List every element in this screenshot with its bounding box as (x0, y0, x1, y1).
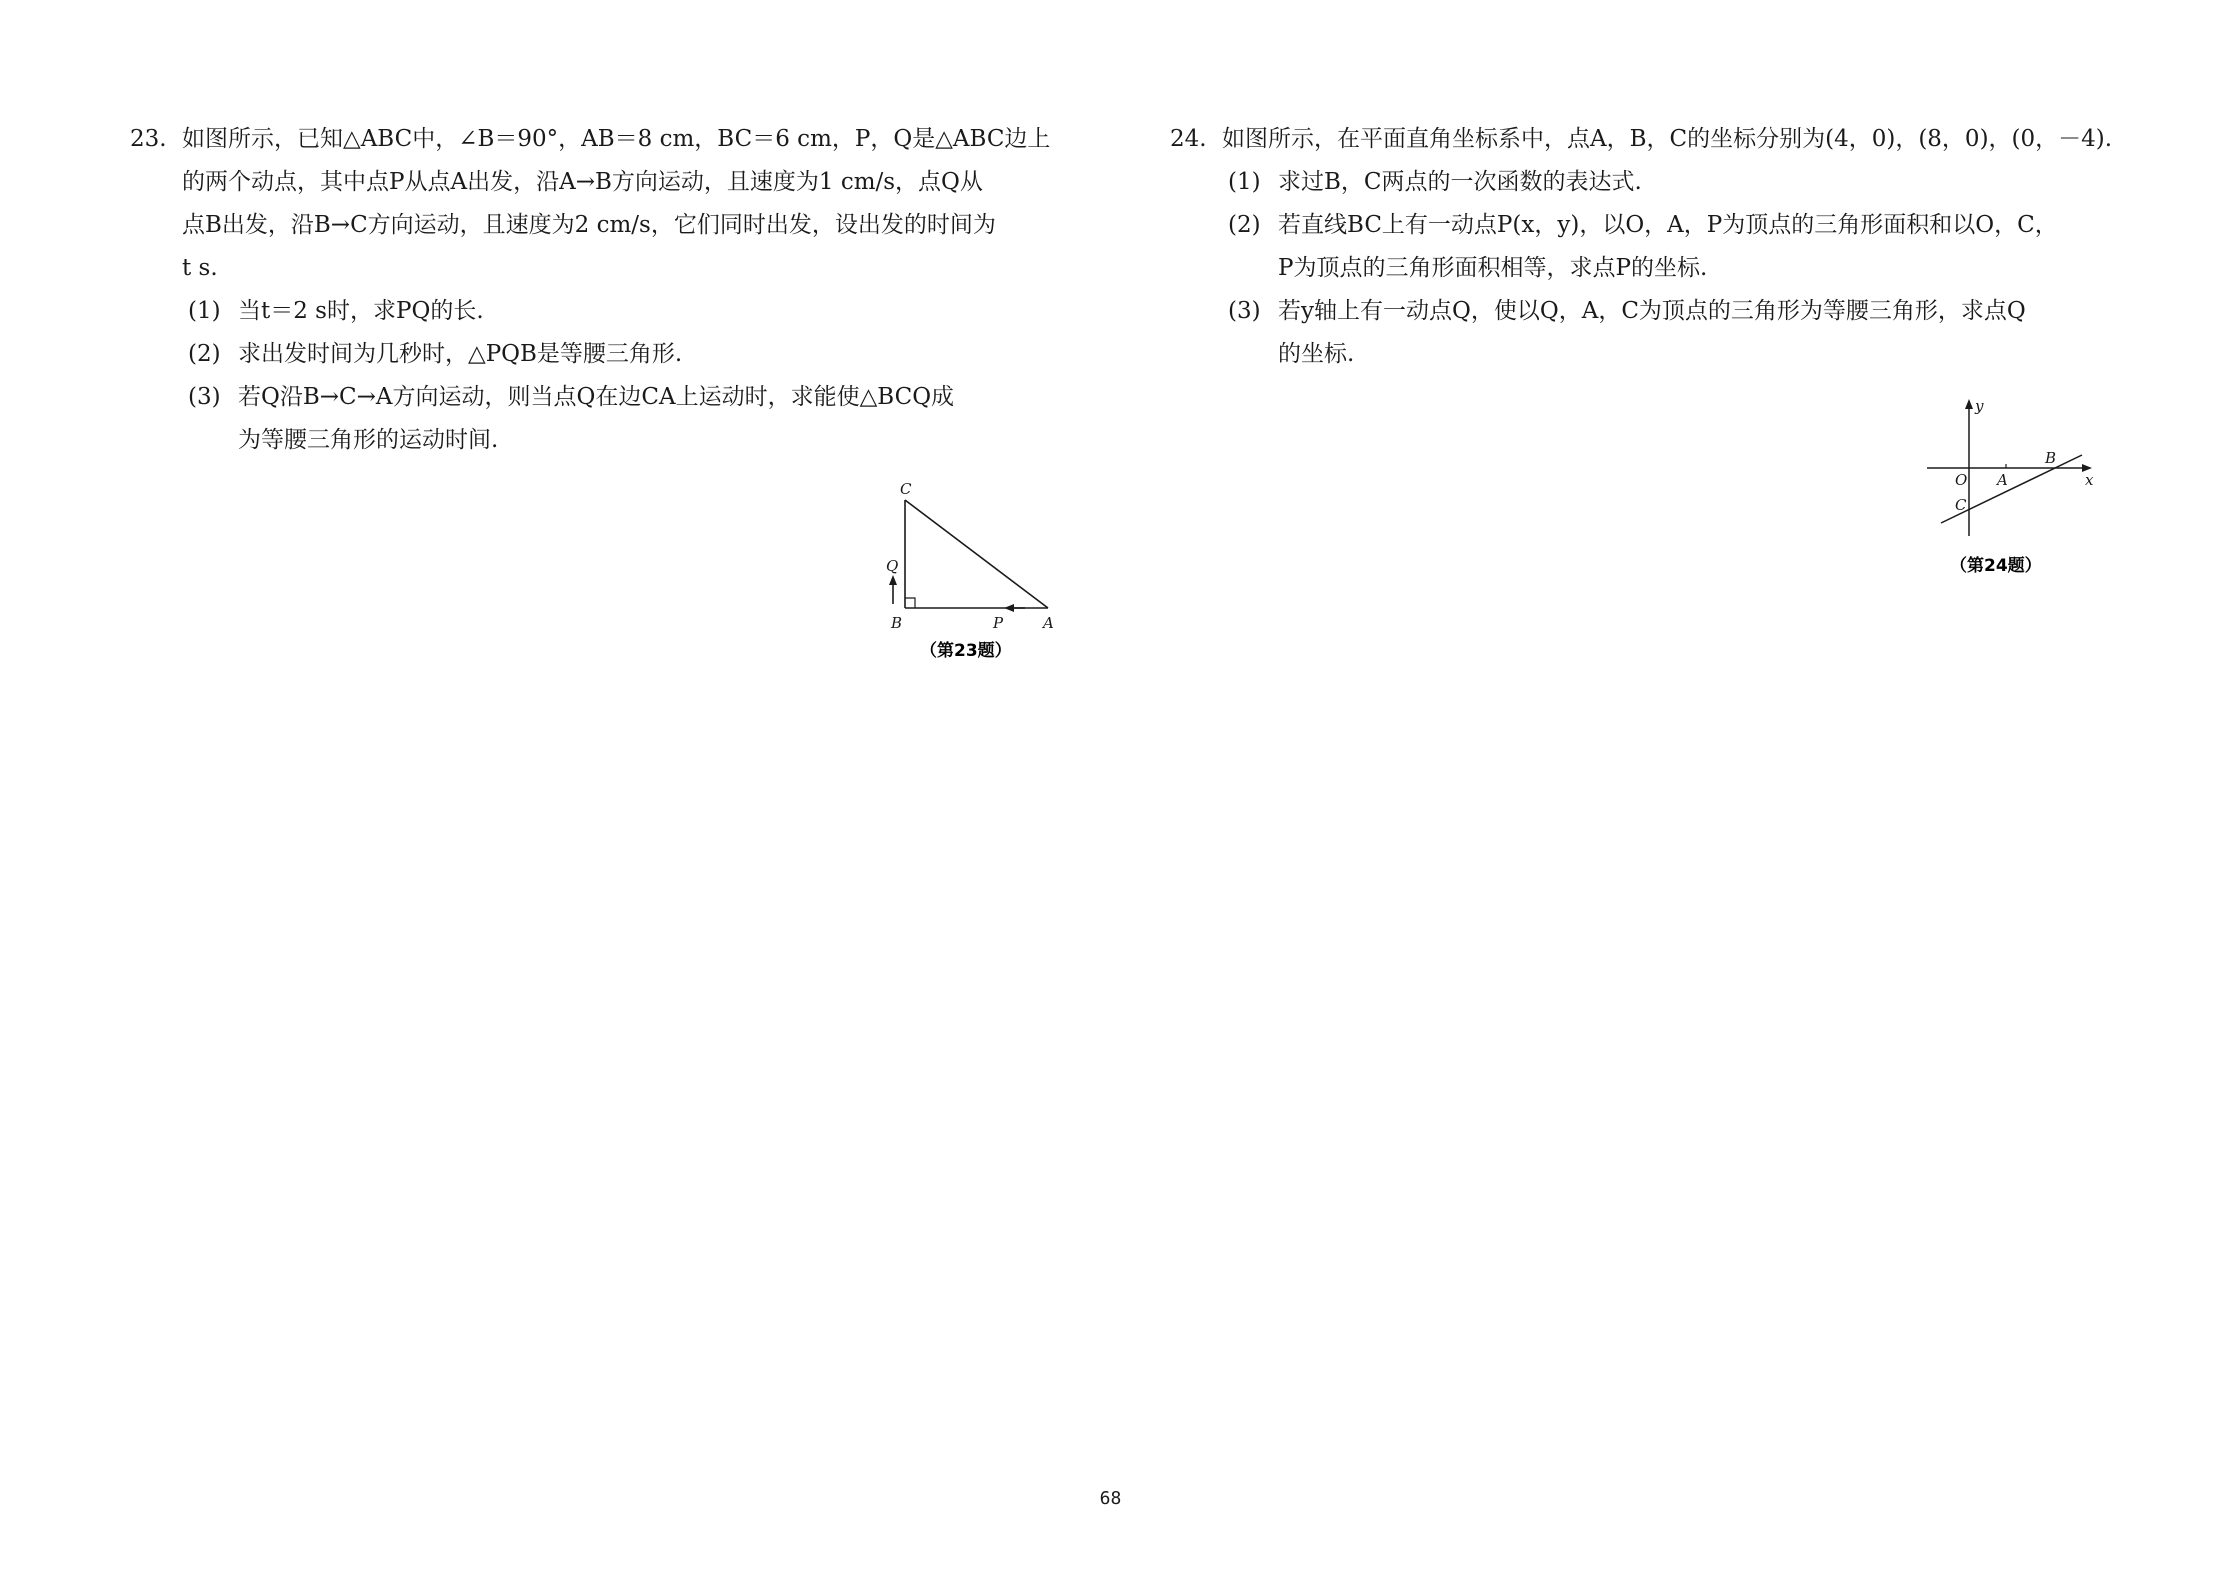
label-a: A (1997, 471, 2008, 489)
figure-24-diagram (1925, 393, 2125, 583)
label-x: x (2085, 471, 2094, 489)
q23-part-1-number: (1) (188, 298, 221, 324)
q24-part-3-continued (1170, 333, 2110, 376)
q23-part-2-number: (2) (188, 341, 221, 367)
q23-stem-line-2 (130, 161, 1070, 204)
q23-part-3-text-1: 若Q沿B→C→A方向运动，则当点Q在边CA上运动时，求能使△BCQ成 (238, 384, 955, 410)
q24-part-2-text-2: P为顶点的三角形面积相等，求点P的坐标. (1278, 255, 1708, 281)
q23-part-3-continued (130, 419, 1070, 462)
q23-part-1-text: 当t＝2 s时，求PQ的长. (238, 298, 484, 324)
up-arrow-icon (889, 575, 897, 585)
label-y: y (1975, 397, 1984, 415)
q24-part-2-number: (2) (1228, 212, 1261, 238)
q24-part-1-number: (1) (1228, 169, 1261, 195)
q24-part-2-text-1: 若直线BC上有一动点P(x，y)，以O，A，P为顶点的三角形面积和以O，C， (1278, 212, 2058, 238)
label-b: B (891, 614, 903, 632)
q24-part-3-text-1: 若y轴上有一动点Q，使以Q，A，C为顶点的三角形为等腰三角形，求点Q (1278, 298, 2026, 324)
label-o: O (1955, 471, 1968, 489)
figure-23-diagram (880, 478, 1080, 668)
q24-part-3-text-2: 的坐标. (1278, 341, 1355, 367)
label-b: B (2045, 449, 2057, 467)
segment-ca (905, 500, 1048, 608)
q24-part-3 (1170, 290, 2110, 333)
q23-stem-line-4 (130, 247, 1070, 290)
q23-stem-text-2: 的两个动点，其中点P从点A出发，沿A→B方向运动，且速度为1 cm/s，点Q从 (182, 169, 983, 195)
q24-stem-text-1: 如图所示，在平面直角坐标系中，点A，B，C的坐标分别为(4，0)，(8，0)，(0，－4). (1222, 126, 2113, 152)
y-axis-arrow-icon (1965, 399, 1973, 409)
q24-part-2-continued (1170, 247, 2110, 290)
q23-part-3 (130, 376, 1070, 419)
figure-23-caption: （第23题） (920, 641, 1012, 661)
q23-stem-line-1 (130, 118, 1070, 161)
q24-part-1 (1170, 161, 2110, 204)
q23-stem-text-3: 点B出发，沿B→C方向运动，且速度为2 cm/s，它们同时出发，设出发的时间为 (182, 212, 996, 238)
q23-stem-text-1: 如图所示，已知△ABC中，∠B＝90°，AB＝8 cm，BC＝6 cm，P，Q是△ABC边上 (182, 126, 1051, 152)
q23-part-2-text: 求出发时间为几秒时，△PQB是等腰三角形. (238, 341, 683, 367)
figure-23 (880, 478, 1080, 668)
q23-stem-line-3 (130, 204, 1070, 247)
label-q: Q (886, 557, 899, 575)
label-c: C (900, 480, 912, 498)
q24-part-3-number: (3) (1228, 298, 1261, 324)
figure-24 (1925, 393, 2125, 583)
question-23 (130, 118, 1070, 462)
left-arrow-icon (1004, 604, 1014, 612)
q23-part-1 (130, 290, 1070, 333)
q23-number: 23. (130, 126, 167, 152)
q24-number: 24. (1170, 126, 1207, 152)
q24-stem-line-1 (1170, 118, 2113, 161)
q23-part-3-text-2: 为等腰三角形的运动时间. (238, 427, 499, 453)
figure-24-caption: （第24题） (1950, 556, 2042, 576)
q24-part-1-text: 求过B，C两点的一次函数的表达式. (1278, 169, 1642, 195)
q23-part-3-number: (3) (188, 384, 221, 410)
label-p: P (993, 614, 1004, 632)
question-24 (1170, 118, 2113, 376)
label-c: C (1955, 496, 1967, 514)
q23-part-2 (130, 333, 1070, 376)
q24-part-2 (1170, 204, 2110, 247)
label-a: A (1043, 614, 1054, 632)
page-number: 68 (1099, 1488, 1122, 1509)
q23-stem-text-4: t s. (182, 255, 218, 281)
right-angle-mark (905, 598, 915, 608)
